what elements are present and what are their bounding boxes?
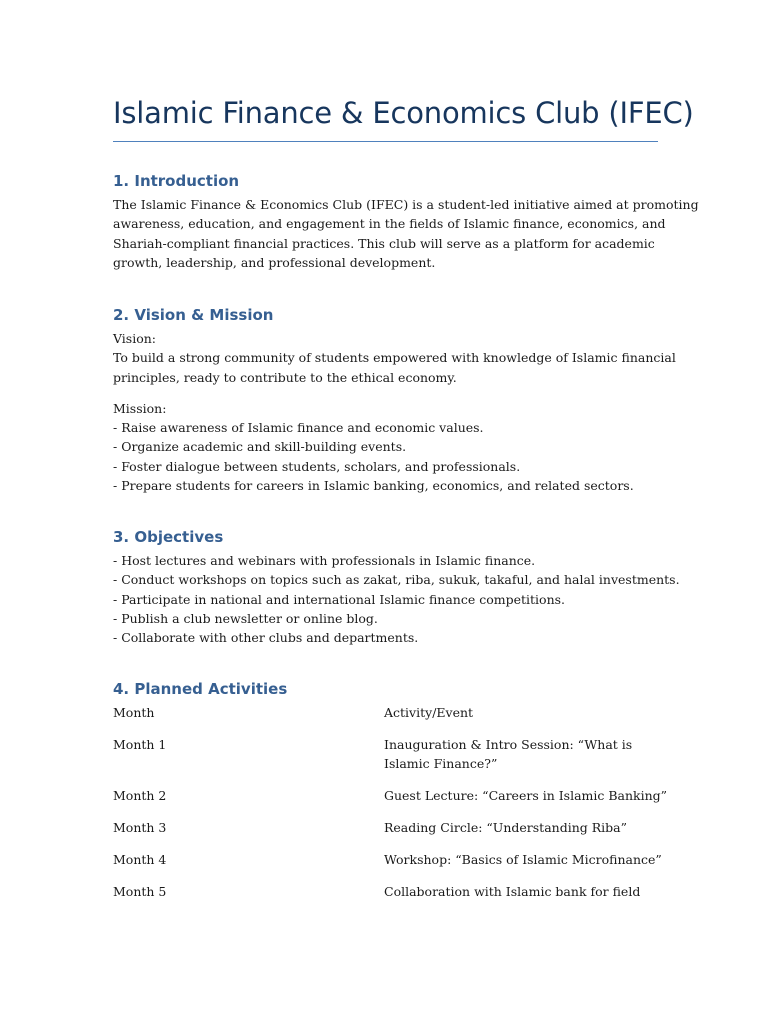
objectives-list [113,551,680,647]
mission-label: Mission: [113,400,167,416]
mission-block [113,399,658,495]
mission-list [113,418,658,495]
table-cell-activity: Guest Lecture: “Careers in Islamic Banking” [384,788,668,803]
table-cell-month: Month 4 [113,852,167,867]
vision-line: To build a strong community of students empowered with knowledge of Islamic financial [113,350,676,366]
introduction-paragraph [113,195,699,272]
section-vision-mission [113,305,676,495]
list-item: - Publish a club newsletter or online blog. [113,610,378,626]
list-item: - Participate in national and international Islamic finance competitions. [113,591,566,607]
table-cell-activity: Reading Circle: “Understanding Riba” [384,820,627,835]
section-planned-activities [113,679,658,699]
list-item: - Conduct workshops on topics such as zakat, riba, sukuk, takaful, and halal investments. [113,572,680,588]
section-heading-introduction: 1. Introduction [113,172,240,190]
section-objectives [113,527,680,647]
introduction-line: awareness, education, and engagement in the fields of Islamic finance, economics, and [113,216,666,232]
section-heading-vision-mission: 2. Vision & Mission [113,306,274,324]
introduction-line: growth, leadership, and professional development. [113,254,436,270]
list-item: - Foster dialogue between students, scholars, and professionals. [113,458,521,474]
column-header-activity: Activity/Event [384,705,474,720]
list-item: - Host lectures and webinars with professionals in Islamic finance. [113,553,536,568]
table-cell-month: Month 2 [113,788,167,803]
vision-block [113,329,676,387]
table-cell-activity: Collaboration with Islamic bank for field [384,884,641,899]
document-title: Islamic Finance & Economics Club (IFEC) [113,93,658,142]
introduction-line: The Islamic Finance & Economics Club (IFEC) is a student-led initiative aimed at promoting [113,197,699,212]
list-item: - Organize academic and skill-building events. [113,439,407,455]
list-item: - Collaborate with other clubs and departments. [113,630,419,646]
vision-label: Vision: [113,331,157,346]
list-item: - Prepare students for careers in Islamic banking, economics, and related sectors. [113,478,634,494]
table-cell-activity: Workshop: “Basics of Islamic Microfinance” [384,852,662,867]
section-heading-planned-activities: 4. Planned Activities [113,680,288,698]
table-cell-month: Month 1 [113,737,167,752]
document-page [113,93,699,899]
table-cell-activity: Inauguration & Intro Session: “What is Islamic Finance?” [384,737,633,772]
section-introduction [113,171,699,272]
vision-line: principles, ready to contribute to the ethical economy. [113,369,457,385]
column-header-month: Month [113,705,155,720]
table-cell-month: Month 5 [113,884,167,899]
introduction-line: Shariah-compliant financial practices. This club will serve as a platform for academic [113,235,655,251]
table-cell-month: Month 3 [113,820,167,835]
section-heading-objectives: 3. Objectives [113,528,224,546]
list-item: - Raise awareness of Islamic finance and economic values. [113,420,484,436]
